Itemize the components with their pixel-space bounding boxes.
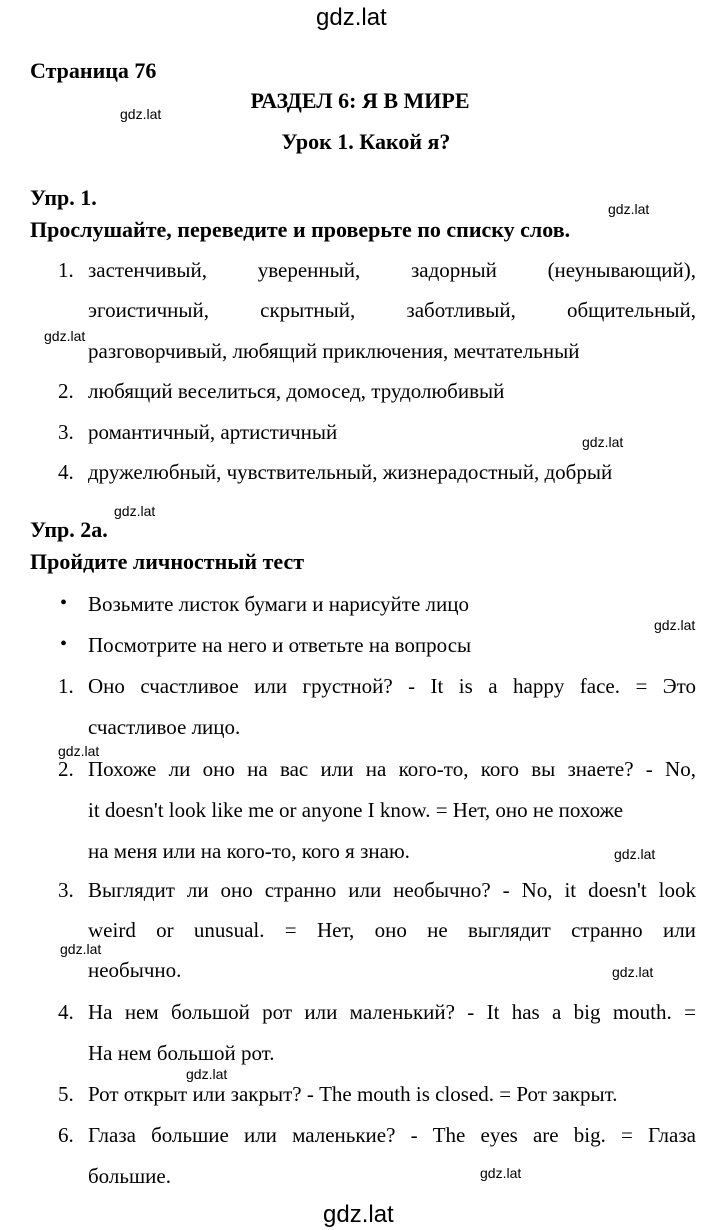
word: не <box>427 918 448 942</box>
list-item: Рот открыт или закрыт? - The mouth is closed. = Рот закрыт. <box>88 1082 618 1106</box>
word: The <box>432 1123 466 1147</box>
word: - <box>502 878 510 902</box>
list-number: 2. <box>58 379 74 403</box>
watermark: gdz.lat <box>186 1066 228 1082</box>
watermark: gdz.lat <box>608 201 650 217</box>
list-item-line: на меня или на кого-то, кого я знаю. <box>88 839 410 863</box>
list-item-line: it doesn't look like me or anyone I know. = Нет, оно не похоже <box>88 798 624 822</box>
section-title: РАЗДЕЛ 6: Я В МИРЕ <box>250 88 470 113</box>
word: Выглядит <box>88 878 175 902</box>
word: знаете? <box>567 757 634 781</box>
list-item-line <box>88 918 696 943</box>
word: нем <box>124 1000 159 1024</box>
word: or <box>156 918 174 942</box>
word: happy <box>513 674 565 698</box>
word: или <box>243 1123 277 1147</box>
list-item-line <box>88 258 696 283</box>
watermark: gdz.lat <box>120 106 162 122</box>
list-number: 1. <box>58 674 74 698</box>
list-item-line: большие. <box>88 1164 171 1188</box>
word: кого-то, <box>398 757 469 781</box>
word: is <box>458 674 473 698</box>
word: It <box>486 1000 500 1024</box>
word: weird <box>88 918 136 942</box>
word: doesn't <box>588 878 647 902</box>
word: mouth. <box>612 1000 672 1024</box>
exercise-2a-instruction: Пройдите личностный тест <box>30 549 305 574</box>
word: a <box>488 674 498 698</box>
watermark-top: gdz.lat <box>316 4 387 31</box>
list-item-line <box>88 674 696 699</box>
word: скрытный, <box>260 298 356 322</box>
word: it <box>564 878 577 902</box>
word: или <box>304 1000 338 1024</box>
list-item: романтичный, артистичный <box>88 420 338 444</box>
list-number: 4. <box>58 460 74 484</box>
word: - <box>408 674 416 698</box>
word: оно <box>202 757 235 781</box>
list-item-line <box>88 1123 696 1148</box>
exercise-2a-heading: Упр. 2а. <box>30 517 108 542</box>
word: Глаза <box>88 1123 136 1147</box>
exercise-1-instruction: Прослушайте, переведите и проверьте по списку слов. <box>30 217 571 242</box>
word: Нет, <box>316 918 355 942</box>
list-item-line: необычно. <box>88 958 182 982</box>
word: большие <box>151 1123 229 1147</box>
word: has <box>511 1000 540 1024</box>
word: No, <box>665 757 696 781</box>
word: эгоистичный, <box>88 298 209 322</box>
word: unusual. <box>193 918 265 942</box>
watermark-bottom: gdz.lat <box>323 1201 394 1228</box>
word: Глаза <box>647 1123 696 1147</box>
word: выглядит <box>467 918 551 942</box>
word: счастливое <box>140 674 239 698</box>
word: = <box>621 1123 633 1147</box>
word: оно <box>220 878 253 902</box>
word: - <box>410 1123 418 1147</box>
word: грустной? <box>302 674 393 698</box>
word: На <box>88 1000 113 1024</box>
word: или <box>320 757 354 781</box>
word: Это <box>662 674 696 698</box>
watermark: gdz.lat <box>114 503 156 519</box>
word: ли <box>168 757 191 781</box>
word: большой <box>170 1000 250 1024</box>
bullet-item: Возьмите листок бумаги и нарисуйте лицо <box>88 592 469 616</box>
exercise-1-heading: Упр. 1. <box>30 185 97 210</box>
word: look <box>658 878 696 902</box>
list-number: 4. <box>58 1000 74 1024</box>
list-number: 2. <box>58 757 74 781</box>
list-item-line: разговорчивый, любящий приключения, мечтательный <box>88 339 580 363</box>
word: Похоже <box>88 757 157 781</box>
word: (неунывающий), <box>547 258 696 282</box>
watermark: gdz.lat <box>58 743 100 759</box>
word: ли <box>186 878 209 902</box>
list-item-line: счастливое лицо. <box>88 715 241 739</box>
list-item-line <box>88 878 696 903</box>
word: оно <box>374 918 407 942</box>
word: Оно <box>88 674 125 698</box>
word: = <box>684 1000 696 1024</box>
watermark: gdz.lat <box>614 846 656 862</box>
list-number: 1. <box>58 258 74 282</box>
word: кого <box>480 757 519 781</box>
word: маленький? <box>349 1000 455 1024</box>
word: на <box>365 757 387 781</box>
word: или <box>348 878 382 902</box>
word: вы <box>531 757 556 781</box>
word: уверенный, <box>257 258 361 282</box>
word: No, <box>521 878 553 902</box>
list-number: 3. <box>58 878 74 902</box>
list-item-line <box>88 1000 696 1025</box>
word: big. <box>573 1123 606 1147</box>
word: вас <box>279 757 309 781</box>
word: на <box>247 757 268 781</box>
word: или <box>254 674 288 698</box>
word: face. <box>579 674 620 698</box>
bullet-icon: • <box>60 592 68 614</box>
bullet-item: Посмотрите на него и ответьте на вопросы <box>88 633 472 657</box>
word: странно <box>264 878 337 902</box>
bullet-icon: • <box>60 633 68 655</box>
word: eyes <box>480 1123 518 1147</box>
page-label: Страница 76 <box>30 58 157 83</box>
word: = <box>284 918 297 942</box>
word: It <box>430 674 444 698</box>
list-number: 5. <box>58 1082 74 1106</box>
watermark: gdz.lat <box>480 1165 522 1181</box>
word: задорный <box>410 258 497 282</box>
watermark: gdz.lat <box>612 964 654 980</box>
lesson-title: Урок 1. Какой я? <box>281 129 451 154</box>
word: = <box>635 674 648 698</box>
list-item-line <box>88 757 696 782</box>
watermark: gdz.lat <box>60 941 102 957</box>
word: маленькие? <box>292 1123 396 1147</box>
list-item-line: На нем большой рот. <box>88 1041 275 1065</box>
word: застенчивый, <box>88 258 207 282</box>
watermark: gdz.lat <box>582 434 624 450</box>
list-item-line <box>88 298 696 323</box>
word: необычно? <box>393 878 491 902</box>
word: - <box>645 757 653 781</box>
watermark: gdz.lat <box>654 617 696 633</box>
word: заботливый, <box>406 298 516 322</box>
word: big <box>573 1000 601 1024</box>
word: или <box>662 918 696 942</box>
word: странно <box>571 918 643 942</box>
list-item: дружелюбный, чувствительный, жизнерадостный, добрый <box>88 460 613 484</box>
list-number: 3. <box>58 420 74 444</box>
word: a <box>552 1000 562 1024</box>
list-item: любящий веселиться, домосед, трудолюбивый <box>88 379 505 403</box>
word: общительный, <box>566 298 696 322</box>
word: - <box>467 1000 475 1024</box>
list-number: 6. <box>58 1123 74 1147</box>
word: рот <box>262 1000 293 1024</box>
watermark: gdz.lat <box>44 328 86 344</box>
word: are <box>532 1123 559 1147</box>
